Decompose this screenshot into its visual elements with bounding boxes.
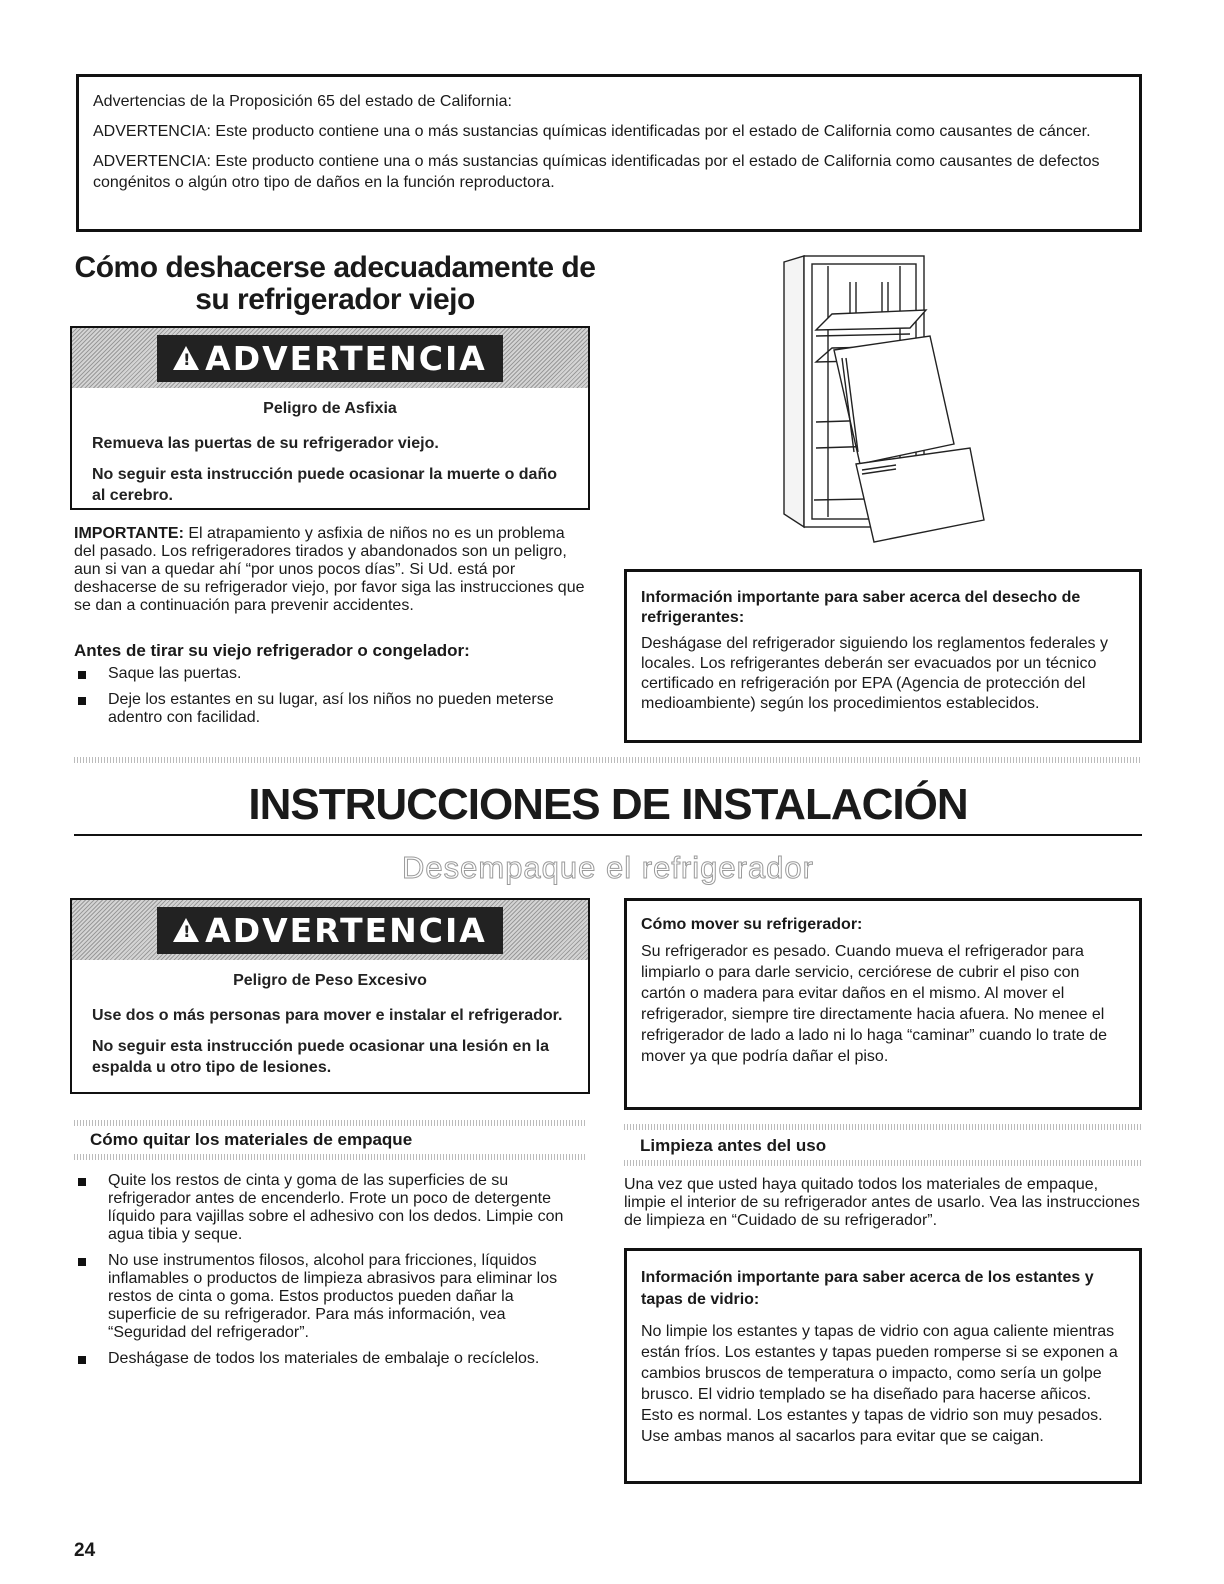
refrigerant-info-title: Información importante para saber acerca del desecho de refrigerantes: xyxy=(641,589,1081,626)
warning-title: ADVERTENCIA xyxy=(205,338,487,378)
list-item: Deje los estantes en su lugar, así los niños no pueden meterse adentro con facilidad. xyxy=(74,691,586,727)
section-divider xyxy=(74,1154,586,1160)
section-subtitle: Desempaque el refrigerador xyxy=(402,850,814,885)
title-rule xyxy=(74,834,1142,836)
packing-heading: Cómo quitar los materiales de empaque xyxy=(90,1130,413,1149)
prop65-warning-cancer: ADVERTENCIA: Este producto contiene una o más sustancias químicas identificadas por el estado de California como causantes de cáncer. xyxy=(93,123,1091,140)
asphyxia-warning-box xyxy=(70,326,590,510)
page-title: INSTRUCCIONES DE INSTALACIÓN xyxy=(248,780,968,829)
glass-shelves-info-box xyxy=(624,1248,1142,1484)
hazard-consequence: No seguir esta instrucción puede ocasionar una lesión en la espalda u otro tipo de lesiones. xyxy=(92,1038,550,1076)
weight-warning-box xyxy=(70,898,590,1094)
warning-triangle-icon xyxy=(173,918,199,942)
list-item: No use instrumentos filosos, alcohol para fricciones, líquidos inflamables o productos de limpieza abrasivos para eliminar los restos de cinta o goma. Estos productos pueden dañar la superficie de su refrigerador. Para más información, vea “Seguridad del refrigerador”. xyxy=(74,1252,586,1342)
before-disposal-heading: Antes de tirar su viejo refrigerador o congelador: xyxy=(74,641,470,660)
refrigerant-info-box xyxy=(624,569,1142,743)
section-divider xyxy=(624,1160,1142,1166)
hazard-instruction: Remueva las puertas de su refrigerador viejo. xyxy=(92,435,439,452)
warning-title: ADVERTENCIA xyxy=(205,910,487,950)
glass-shelves-text: No limpie los estantes y tapas de vidrio con agua caliente mientras están fríos. Los estantes y tapas pueden romperse si se exponen a cambios bruscos de temperatura o impacto, como sería un golpe brusco. El vidrio templado se ha diseñado para hacerse añicos. Esto es normal. Los estantes y tapas de vidrio son muy pesados. Use ambas manos al sacarlos para evitar que se caigan. xyxy=(641,1323,1118,1445)
hazard-name: Peligro de Peso Excesivo xyxy=(233,972,427,989)
warning-banner xyxy=(72,328,588,388)
section-divider xyxy=(74,1120,586,1126)
prop65-warning-box xyxy=(76,74,1142,232)
moving-info-text: Su refrigerador es pesado. Cuando mueva el refrigerador para limpiarlo o para darle servicio, cerciórese de cubrir el piso con cartón o madera para evitar daños en el mismo. Al mover el refrigerador, siempre tire directamente hacia afuera. No menee el refrigerador de lado a lado ni lo haga “caminar” cuando lo trate de mover ya que podría dañar el piso. xyxy=(641,943,1108,1065)
packing-list xyxy=(74,1172,586,1376)
glass-shelves-title: Información importante para saber acerca de los estantes y tapas de vidrio: xyxy=(641,1269,1094,1308)
section-divider xyxy=(74,757,1142,763)
prop65-warning-reproductive: ADVERTENCIA: Este producto contiene una o más sustancias químicas identificadas por el estado de California como causantes de defectos congénitos o algún otro tipo de daños en la función reproductora. xyxy=(93,153,1100,191)
moving-info-title: Cómo mover su refrigerador: xyxy=(641,916,863,933)
before-disposal-list xyxy=(74,665,586,735)
warning-banner xyxy=(72,900,588,960)
refrigerant-info-text: Deshágase del refrigerador siguiendo los reglamentos federales y locales. Los refrigerantes deberán ser evacuados por un técnico certificado en refrigeración por EPA (Agencia de protección del medioambiente) según los procedimientos establecidos. xyxy=(641,635,1108,712)
important-label: IMPORTANTE: xyxy=(74,525,184,542)
hazard-name: Peligro de Asfixia xyxy=(263,400,397,417)
cleaning-text: Una vez que usted haya quitado todos los materiales de empaque, limpie el interior de su refrigerador antes de usarlo. Vea las instrucciones de limpieza en “Cuidado de su refrigerador”. xyxy=(624,1176,1140,1229)
disposal-heading: Cómo deshacerse adecuadamente de su refrigerador viejo xyxy=(74,251,596,316)
list-item: Deshágase de todos los materiales de embalaje o recíclelos. xyxy=(74,1350,586,1368)
hazard-instruction: Use dos o más personas para mover e instalar el refrigerador. xyxy=(92,1007,563,1024)
important-text: El atrapamiento y asfixia de niños no es un problema del pasado. Los refrigeradores tirados y abandonados son un peligro, aun si van a quedar ahí “por unos pocos días”. Si Ud. está por deshacerse de su refrigerador viejo, por favor siga las instrucciones que se dan a continuación para prevenir accidentes. xyxy=(74,525,585,614)
page-number: 24 xyxy=(74,1540,96,1561)
list-item: Saque las puertas. xyxy=(74,665,586,683)
moving-info-box xyxy=(624,898,1142,1110)
section-divider xyxy=(624,1124,1142,1130)
hazard-consequence: No seguir esta instrucción puede ocasionar la muerte o daño al cerebro. xyxy=(92,466,557,504)
warning-triangle-icon xyxy=(173,346,199,370)
refrigerator-doors-removed-illustration xyxy=(770,252,995,547)
list-item: Quite los restos de cinta y goma de las superficies de su refrigerador antes de encenderlo. Frote un poco de detergente líquido para vajillas sobre el adhesivo con los dedos. Limpie con agua tibia y seque. xyxy=(74,1172,586,1244)
cleaning-heading: Limpieza antes del uso xyxy=(640,1136,827,1155)
important-paragraph xyxy=(74,525,586,615)
prop65-heading: Advertencias de la Proposición 65 del estado de California: xyxy=(93,93,512,110)
